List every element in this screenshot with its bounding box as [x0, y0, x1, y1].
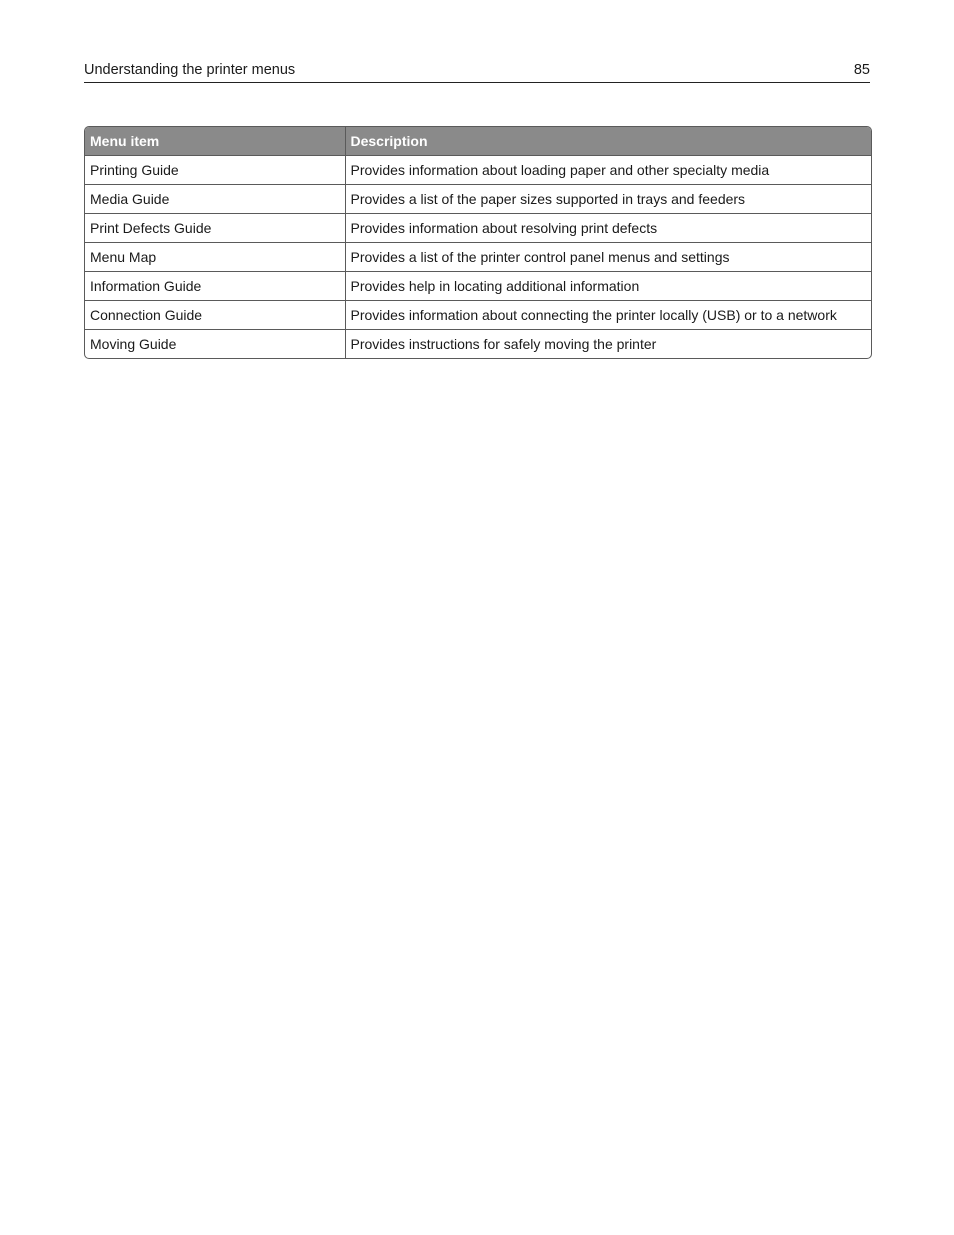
- table-row: [85, 272, 871, 301]
- description-cell: Provides information about connecting the printer locally (USB) or to a network: [345, 301, 871, 330]
- menu-table: [84, 126, 872, 359]
- menu-table-grid: [85, 127, 871, 358]
- description-cell: Provides a list of the printer control panel menus and settings: [345, 243, 871, 272]
- table-row: [85, 156, 871, 185]
- table-row: [85, 330, 871, 359]
- table-row: [85, 214, 871, 243]
- column-header-menu-item: Menu item: [85, 127, 345, 156]
- table-row: [85, 301, 871, 330]
- description-cell: Provides information about loading paper and other specialty media: [345, 156, 871, 185]
- menu-item-cell: Media Guide: [85, 185, 345, 214]
- menu-item-cell: Connection Guide: [85, 301, 345, 330]
- table-header-row: [85, 127, 871, 156]
- description-cell: Provides a list of the paper sizes supported in trays and feeders: [345, 185, 871, 214]
- table-row: [85, 243, 871, 272]
- description-cell: Provides help in locating additional information: [345, 272, 871, 301]
- description-cell: Provides instructions for safely moving the printer: [350, 336, 657, 352]
- description-cell: Provides information about resolving print defects: [345, 214, 871, 243]
- menu-item-cell: Printing Guide: [85, 156, 345, 185]
- menu-item-cell: Menu Map: [85, 243, 345, 272]
- page-header: [84, 60, 870, 83]
- column-header-description: Description: [345, 127, 871, 156]
- menu-item-cell: Moving Guide: [85, 330, 345, 359]
- page-number: 85: [853, 62, 870, 78]
- menu-item-cell: Print Defects Guide: [85, 214, 345, 243]
- menu-item-cell: Information Guide: [85, 272, 345, 301]
- header-title: Understanding the printer menus: [84, 62, 296, 78]
- table-row: [85, 185, 871, 214]
